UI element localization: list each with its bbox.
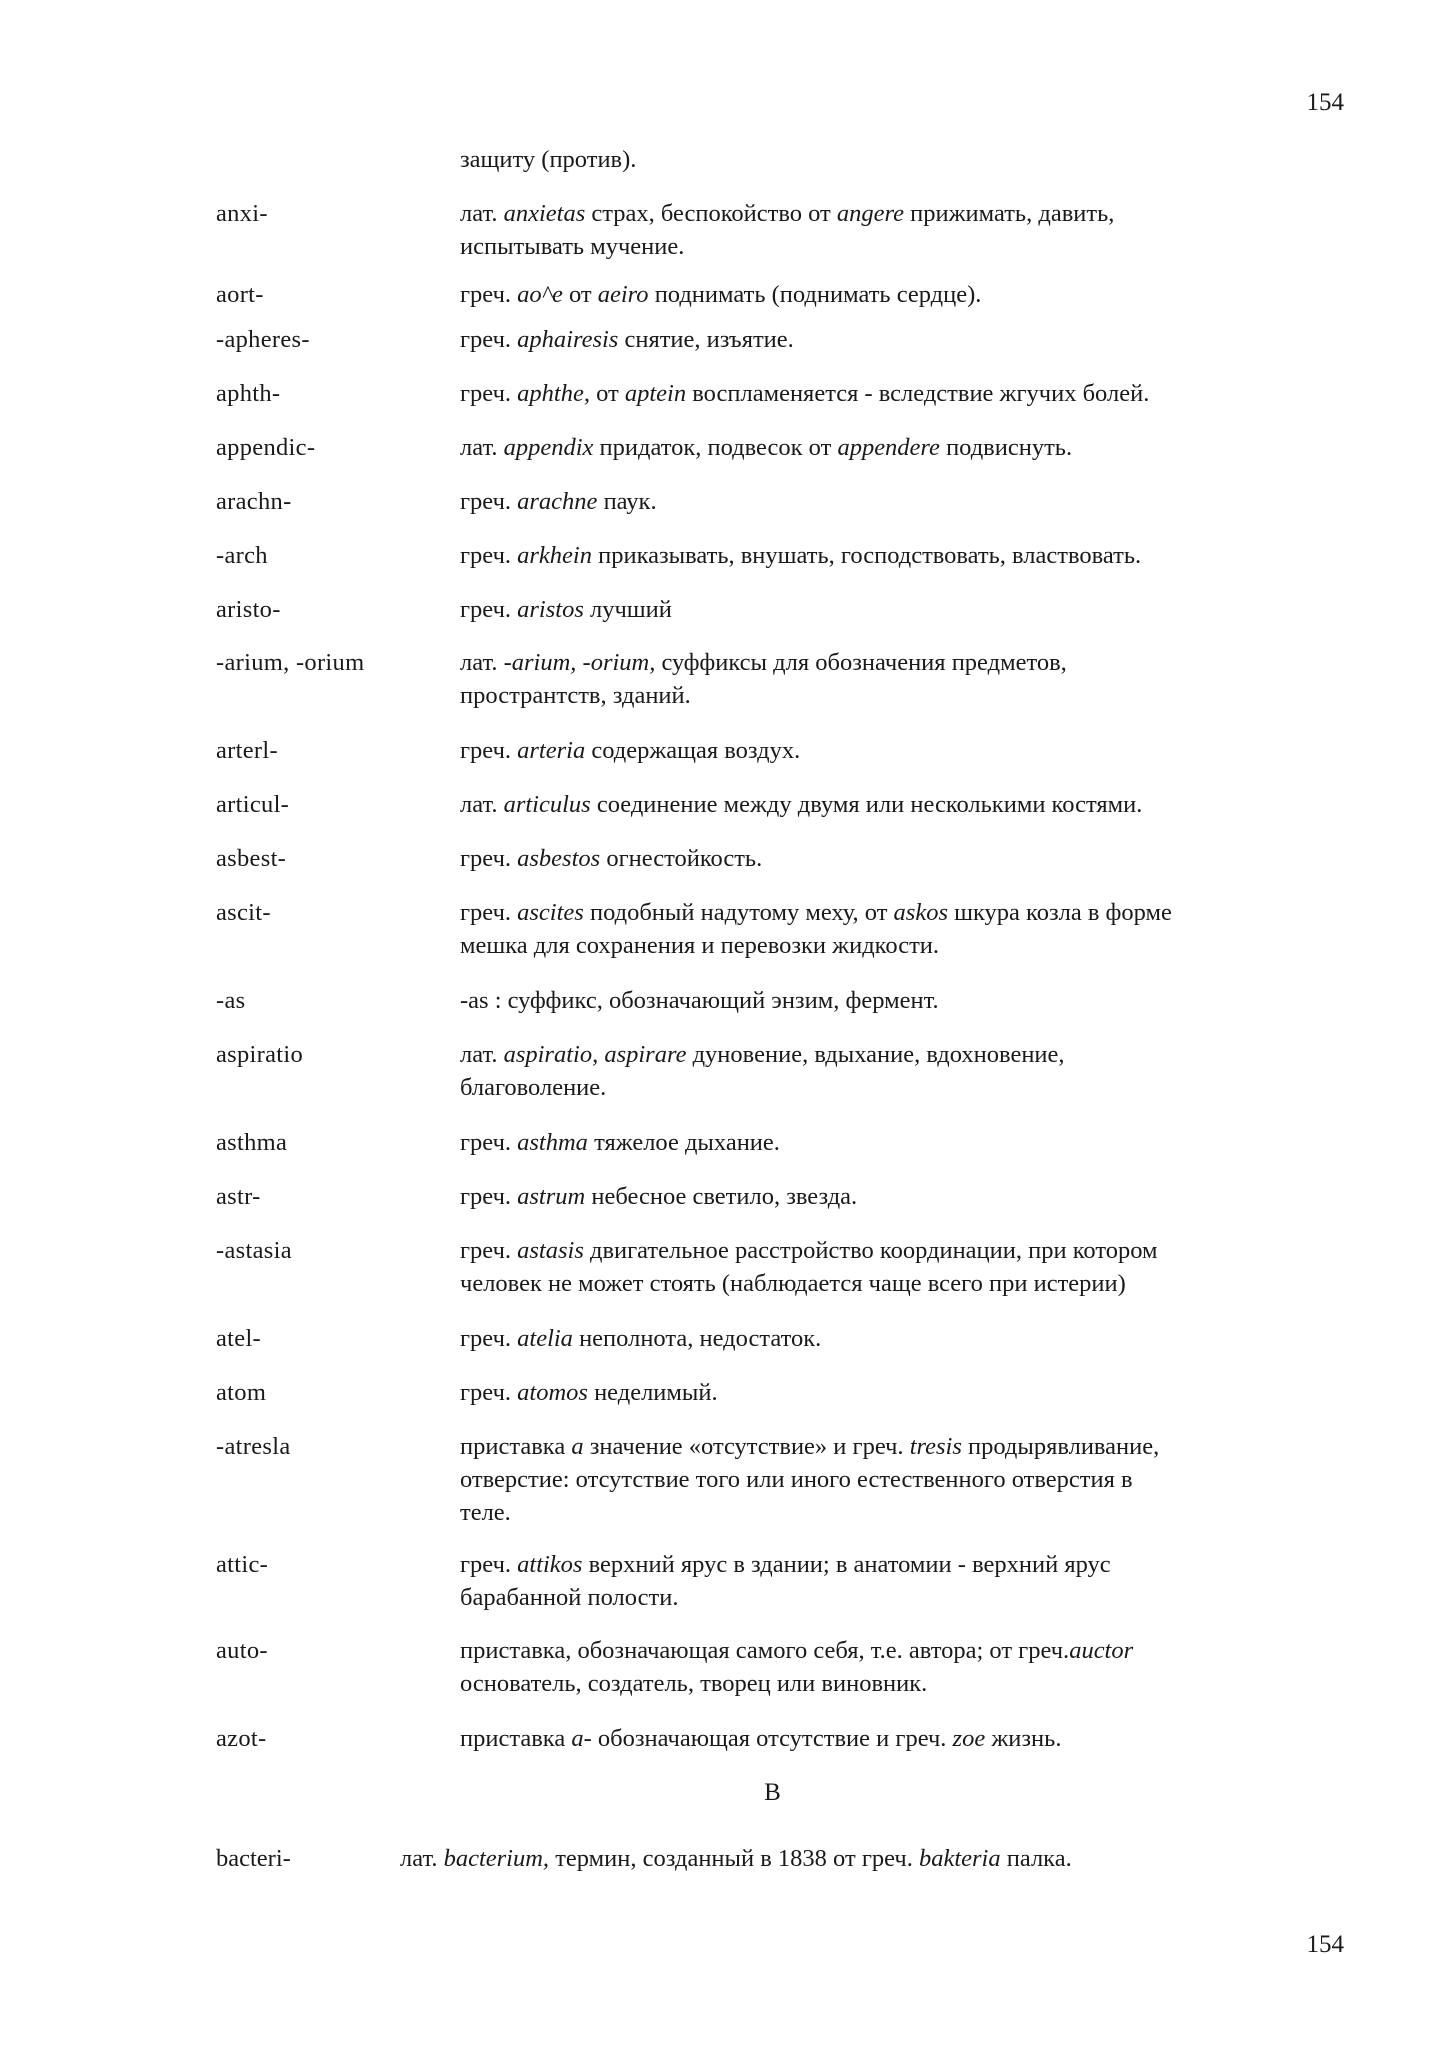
italic-term: arteria [517, 737, 586, 764]
entry-term: -apheres- [216, 326, 310, 353]
text-segment: страх, беспокойство от [585, 200, 837, 227]
text-segment: снятие, изъятие. [618, 326, 794, 353]
text-segment: шкура козла в форме [947, 899, 1172, 926]
text-segment: тяжелое дыхание. [587, 1129, 780, 1156]
entry-definition [460, 788, 1340, 821]
italic-term: arachne [517, 488, 598, 515]
text-segment: верхний ярус в здании; в анатомии - верхний ярус [582, 1551, 1111, 1578]
entry-term: bacteri- [216, 1845, 291, 1872]
text-segment: дуновение, вдыхание, вдохновение, [686, 1041, 1065, 1068]
text-segment: греч. [460, 1325, 518, 1352]
entry-definition [460, 1376, 1340, 1409]
italic-term: aphthe, [517, 380, 590, 407]
entry-term: atel- [216, 1325, 262, 1352]
entry-definition [460, 1430, 1340, 1529]
definition-line [460, 1496, 1340, 1529]
definition-line [460, 278, 1340, 311]
text-segment: лат. [460, 200, 504, 227]
definition-line [460, 593, 1340, 626]
italic-term: ao^e [517, 281, 563, 308]
text-segment: греч. [460, 1379, 518, 1406]
text-segment: обозначающая отсутствие и греч. [591, 1725, 953, 1752]
definition-line [460, 323, 1340, 356]
text-segment: приставка, обозначающая самого себя, т.е. автора; от греч. [460, 1637, 1070, 1664]
italic-term: tresis [909, 1433, 962, 1460]
continuation-line: защиту (против). [460, 146, 637, 173]
entry-term: -as [216, 987, 246, 1014]
definition-line [460, 1430, 1340, 1463]
text-segment: мешка для сохранения и перевозки жидкости. [460, 932, 940, 959]
text-segment: подобный надутому меху, от [583, 899, 894, 926]
text-segment: лат. [460, 434, 504, 461]
entry-term: aspiratio [216, 1041, 304, 1068]
italic-term: appendix [503, 434, 594, 461]
text-segment: приставка [460, 1433, 572, 1460]
entry-term: atom [216, 1379, 267, 1406]
entry-definition [460, 485, 1340, 518]
definition-line [460, 1722, 1340, 1755]
entry-term: -arch [216, 542, 268, 569]
italic-term: aristos [517, 596, 584, 623]
text-segment: лат. [460, 649, 504, 676]
entry-definition [460, 593, 1340, 626]
entry-term: appendic- [216, 434, 316, 461]
text-segment: греч. [460, 1551, 518, 1578]
entry-definition [460, 323, 1340, 356]
italic-term: a- [571, 1725, 592, 1752]
entry-definition [400, 1842, 1072, 1875]
text-segment: греч. [460, 326, 518, 353]
definition-line [460, 1267, 1340, 1300]
definition-line [460, 431, 1340, 464]
entry-term: astr- [216, 1183, 261, 1210]
text-segment: неделимый. [587, 1379, 718, 1406]
text-segment: подвиснуть. [939, 434, 1073, 461]
entry-term: -astasia [216, 1237, 292, 1264]
text-segment: благоволение. [460, 1074, 607, 1101]
italic-term: bakteria [918, 1845, 1001, 1872]
text-segment: придаток, подвесок от [593, 434, 838, 461]
text-segment: греч. [460, 542, 518, 569]
entry-term: auto- [216, 1637, 268, 1664]
text-segment: греч. [460, 488, 518, 515]
italic-term: atelia [517, 1325, 573, 1352]
entry-term: aphth- [216, 380, 281, 407]
entry-term: attic- [216, 1551, 269, 1578]
entry-definition [460, 734, 1340, 767]
italic-term: a [571, 1433, 584, 1460]
definition-line [460, 1234, 1340, 1267]
entry-definition [460, 984, 1340, 1017]
text-segment: греч. [460, 845, 518, 872]
definition-line [460, 1180, 1340, 1213]
italic-term: astrum [517, 1183, 586, 1210]
text-segment: греч. [460, 1237, 518, 1264]
entry-definition [460, 646, 1340, 712]
italic-term: astasis [517, 1237, 584, 1264]
section-letter: B [764, 1779, 781, 1806]
entry-definition [460, 278, 1340, 311]
text-segment: -as : суффикс, обозначающий энзим, фермент. [460, 987, 939, 1014]
entry-term: arterl- [216, 737, 278, 764]
text-segment: греч. [460, 281, 518, 308]
italic-term: aeiro [597, 281, 649, 308]
italic-term: asthma [517, 1129, 588, 1156]
text-segment: неполнота, недостаток. [572, 1325, 822, 1352]
italic-term: attikos [517, 1551, 583, 1578]
text-segment: двигательное расстройство координации, при котором [583, 1237, 1158, 1264]
definition-line [460, 1126, 1340, 1159]
italic-term: aptein [624, 380, 687, 407]
text-segment: соединение между двумя или несколькими костями. [590, 791, 1143, 818]
entry-definition [460, 539, 1340, 572]
italic-term: atomos [517, 1379, 588, 1406]
definition-line [460, 646, 1340, 679]
entry-definition [460, 431, 1340, 464]
definition-line [460, 1376, 1340, 1409]
text-segment: от [562, 281, 598, 308]
entry-term: -atresla [216, 1433, 291, 1460]
entry-definition [460, 1548, 1340, 1614]
entry-definition [460, 842, 1340, 875]
text-segment: термин, созданный в 1838 от греч. [549, 1845, 919, 1872]
page-number-top: 154 [1306, 89, 1344, 116]
entry-definition [460, 1722, 1340, 1755]
text-segment: греч. [460, 380, 518, 407]
text-segment: греч. [460, 596, 518, 623]
entry-term: asthma [216, 1129, 288, 1156]
definition-line [460, 485, 1340, 518]
entry-term: aort- [216, 281, 264, 308]
italic-term: askos [893, 899, 948, 926]
italic-term: -arium, -orium, [503, 649, 656, 676]
entry-term: azot- [216, 1725, 267, 1752]
text-segment: продырявливание, [961, 1433, 1160, 1460]
definition-line [460, 1071, 1340, 1104]
text-segment: лат. [400, 1845, 444, 1872]
definition-line [460, 1634, 1340, 1667]
italic-term: bacterium, [443, 1845, 550, 1872]
text-segment: приставка [460, 1725, 572, 1752]
entry-definition [460, 197, 1340, 263]
text-segment: от [589, 380, 625, 407]
text-segment: теле. [460, 1499, 511, 1526]
text-segment: небесное светило, звезда. [585, 1183, 858, 1210]
definition-line [460, 842, 1340, 875]
text-segment: лучший [583, 596, 672, 623]
text-segment: приказывать, внушать, господствовать, властвовать. [591, 542, 1142, 569]
definition-line [460, 1581, 1340, 1614]
italic-term: appendere [837, 434, 940, 461]
definition-line [460, 230, 1340, 263]
definition-line [460, 197, 1340, 230]
entry-definition [460, 1234, 1340, 1300]
text-segment: барабанной полости. [460, 1584, 679, 1611]
text-segment: воспламеняется - вследствие жгучих болей. [686, 380, 1150, 407]
italic-term: articulus [503, 791, 591, 818]
definition-line [460, 1667, 1340, 1700]
definition-line [460, 929, 1340, 962]
italic-term: arkhein [517, 542, 592, 569]
definition-line [460, 896, 1340, 929]
text-segment: греч. [460, 1129, 518, 1156]
entry-term: articul- [216, 791, 290, 818]
entry-term: anxi- [216, 200, 268, 227]
italic-term: zoe [952, 1725, 986, 1752]
text-segment: греч. [460, 737, 518, 764]
text-segment: лат. [460, 791, 504, 818]
italic-term: aspiratio, aspirare [503, 1041, 687, 1068]
definition-line [460, 679, 1340, 712]
definition-line [460, 377, 1340, 410]
definition-line [460, 1038, 1340, 1071]
text-segment: палка. [1000, 1845, 1072, 1872]
definition-line [460, 734, 1340, 767]
definition-line [460, 1463, 1340, 1496]
text-segment: поднимать (поднимать сердце). [648, 281, 982, 308]
text-segment: человек не может стоять (наблюдается чаще всего при истерии) [460, 1270, 1126, 1297]
text-segment: прижимать, давить, [904, 200, 1115, 227]
italic-term: anxietas [503, 200, 586, 227]
text-segment: огнестойкость. [600, 845, 763, 872]
text-segment: паук. [597, 488, 657, 515]
italic-term: aphairesis [517, 326, 619, 353]
entry-term: ascit- [216, 899, 271, 926]
text-segment: лат. [460, 1041, 504, 1068]
text-segment: греч. [460, 899, 518, 926]
entry-definition [460, 1126, 1340, 1159]
italic-term: auctor [1069, 1637, 1134, 1664]
entry-definition [460, 1322, 1340, 1355]
entry-definition [460, 377, 1340, 410]
entry-term: asbest- [216, 845, 287, 872]
text-segment: содержащая воздух. [585, 737, 801, 764]
italic-term: angere [836, 200, 905, 227]
page-number-bottom: 154 [1306, 1931, 1344, 1958]
text-segment: отверстие: отсутствие того или иного естественного отверстия в [460, 1466, 1133, 1493]
text-segment: суффиксы для обозначения предметов, [655, 649, 1067, 676]
entry-term: arachn- [216, 488, 292, 515]
text-segment: значение «отсутствие» и греч. [583, 1433, 910, 1460]
definition-line [460, 1548, 1340, 1581]
text-segment: жизнь. [985, 1725, 1062, 1752]
definition-line [460, 1322, 1340, 1355]
text-segment: пространтств, зданий. [460, 682, 691, 709]
entry-definition [460, 1038, 1340, 1104]
definition-line [460, 539, 1340, 572]
entry-definition [460, 1180, 1340, 1213]
text-segment: основатель, создатель, творец или виновник. [460, 1670, 928, 1697]
entry-term: aristo- [216, 596, 281, 623]
text-segment: греч. [460, 1183, 518, 1210]
italic-term: ascites [517, 899, 584, 926]
italic-term: asbestos [517, 845, 601, 872]
entry-term: -arium, -orium [216, 649, 365, 676]
entry-definition [460, 1634, 1340, 1700]
entry-definition [460, 896, 1340, 962]
definition-line [460, 788, 1340, 821]
definition-line [460, 984, 1340, 1017]
text-segment: испытывать мучение. [460, 233, 685, 260]
